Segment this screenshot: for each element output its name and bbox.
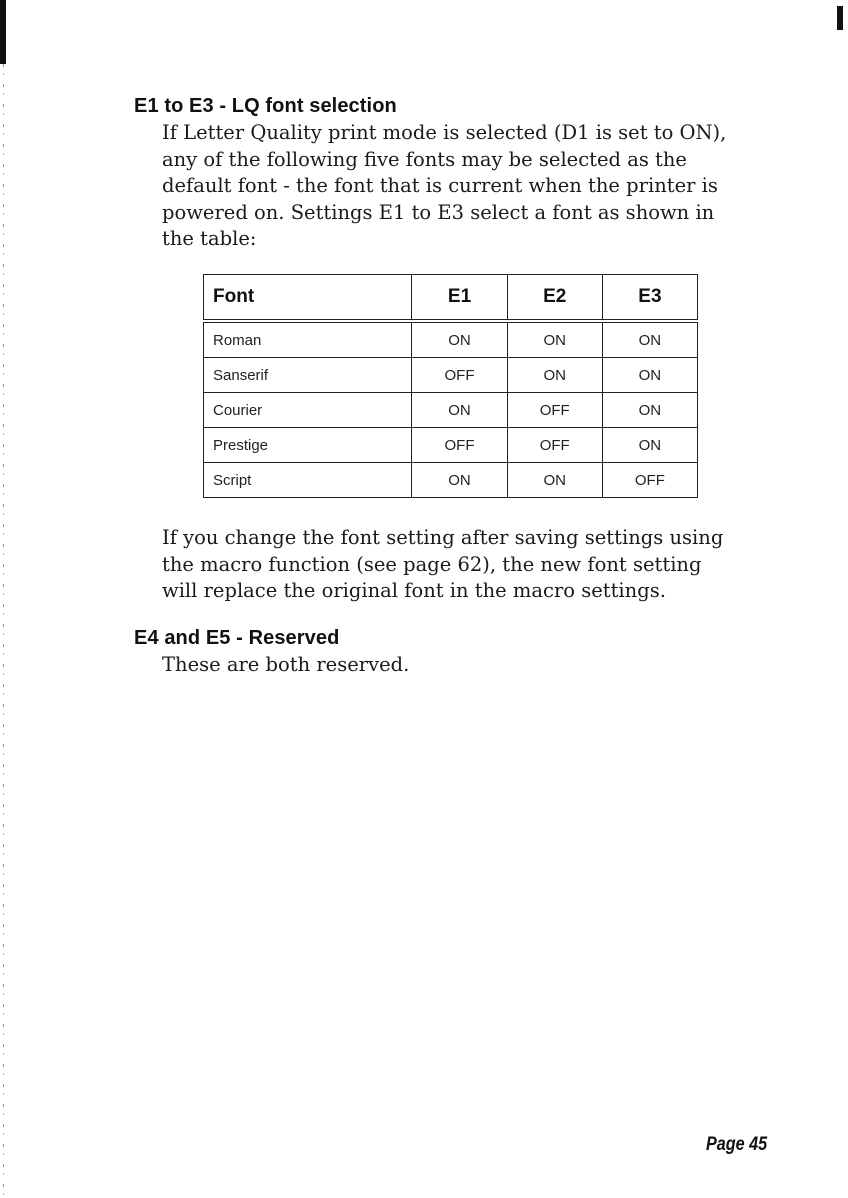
paragraph-line: any of the following five fonts may be selected as the (162, 147, 687, 171)
e3-value-cell: ON (602, 358, 697, 393)
table-row (204, 358, 698, 393)
macro-note-paragraph (162, 525, 723, 605)
scan-artifact-left-edge (3, 64, 4, 1198)
font-name-cell: Roman (204, 321, 412, 358)
e3-value-cell: ON (602, 428, 697, 463)
paragraph-line: powered on. Settings E1 to E3 select a font as shown in (162, 200, 715, 224)
e1-value-cell: ON (412, 393, 507, 428)
paragraph-line: If you change the font setting after saving settings using (162, 526, 724, 549)
e2-value-cell: OFF (507, 428, 602, 463)
e1-value-cell: ON (412, 463, 507, 498)
paragraph-line: If Letter Quality print mode is selected (D1 is set to ON), (162, 121, 727, 144)
section-heading-reserved: E4 and E5 - Reserved (134, 627, 340, 649)
column-header-e2: E2 (507, 275, 602, 322)
paragraph-line: These are both reserved. (162, 653, 410, 676)
scan-artifact-left-bar (0, 0, 6, 64)
e2-value-cell: ON (507, 321, 602, 358)
table-row (204, 428, 698, 463)
table-header-row (204, 275, 698, 322)
section-heading-lq-font-selection: E1 to E3 - LQ font selection (134, 95, 397, 117)
column-header-e3: E3 (602, 275, 697, 322)
lq-font-paragraph (162, 120, 726, 253)
e1-value-cell: ON (412, 321, 507, 358)
font-name-cell: Sanserif (204, 358, 412, 393)
e2-value-cell: ON (507, 463, 602, 498)
reserved-paragraph (162, 652, 409, 679)
e3-value-cell: ON (602, 393, 697, 428)
font-name-cell: Script (204, 463, 412, 498)
paragraph-line: default font - the font that is current when the printer is (162, 174, 718, 197)
font-name-cell: Courier (204, 393, 412, 428)
column-header-font: Font (204, 275, 412, 322)
e1-value-cell: OFF (412, 358, 507, 393)
page-number: Page 45 (706, 1134, 768, 1155)
e2-value-cell: OFF (507, 393, 602, 428)
e3-value-cell: ON (602, 321, 697, 358)
table-row (204, 393, 698, 428)
paragraph-line: the table: (162, 227, 257, 250)
e2-value-cell: ON (507, 358, 602, 393)
font-settings-table (203, 274, 698, 498)
scan-artifact-right-bar (837, 6, 843, 30)
paragraph-line: will replace the original font in the macro settings. (162, 579, 666, 602)
column-header-e1: E1 (412, 275, 507, 322)
table-row (204, 321, 698, 358)
font-name-cell: Prestige (204, 428, 412, 463)
e1-value-cell: OFF (412, 428, 507, 463)
table-row (204, 463, 698, 498)
e3-value-cell: OFF (602, 463, 697, 498)
paragraph-line: the macro function (see page 62), the new font setting (162, 552, 702, 576)
